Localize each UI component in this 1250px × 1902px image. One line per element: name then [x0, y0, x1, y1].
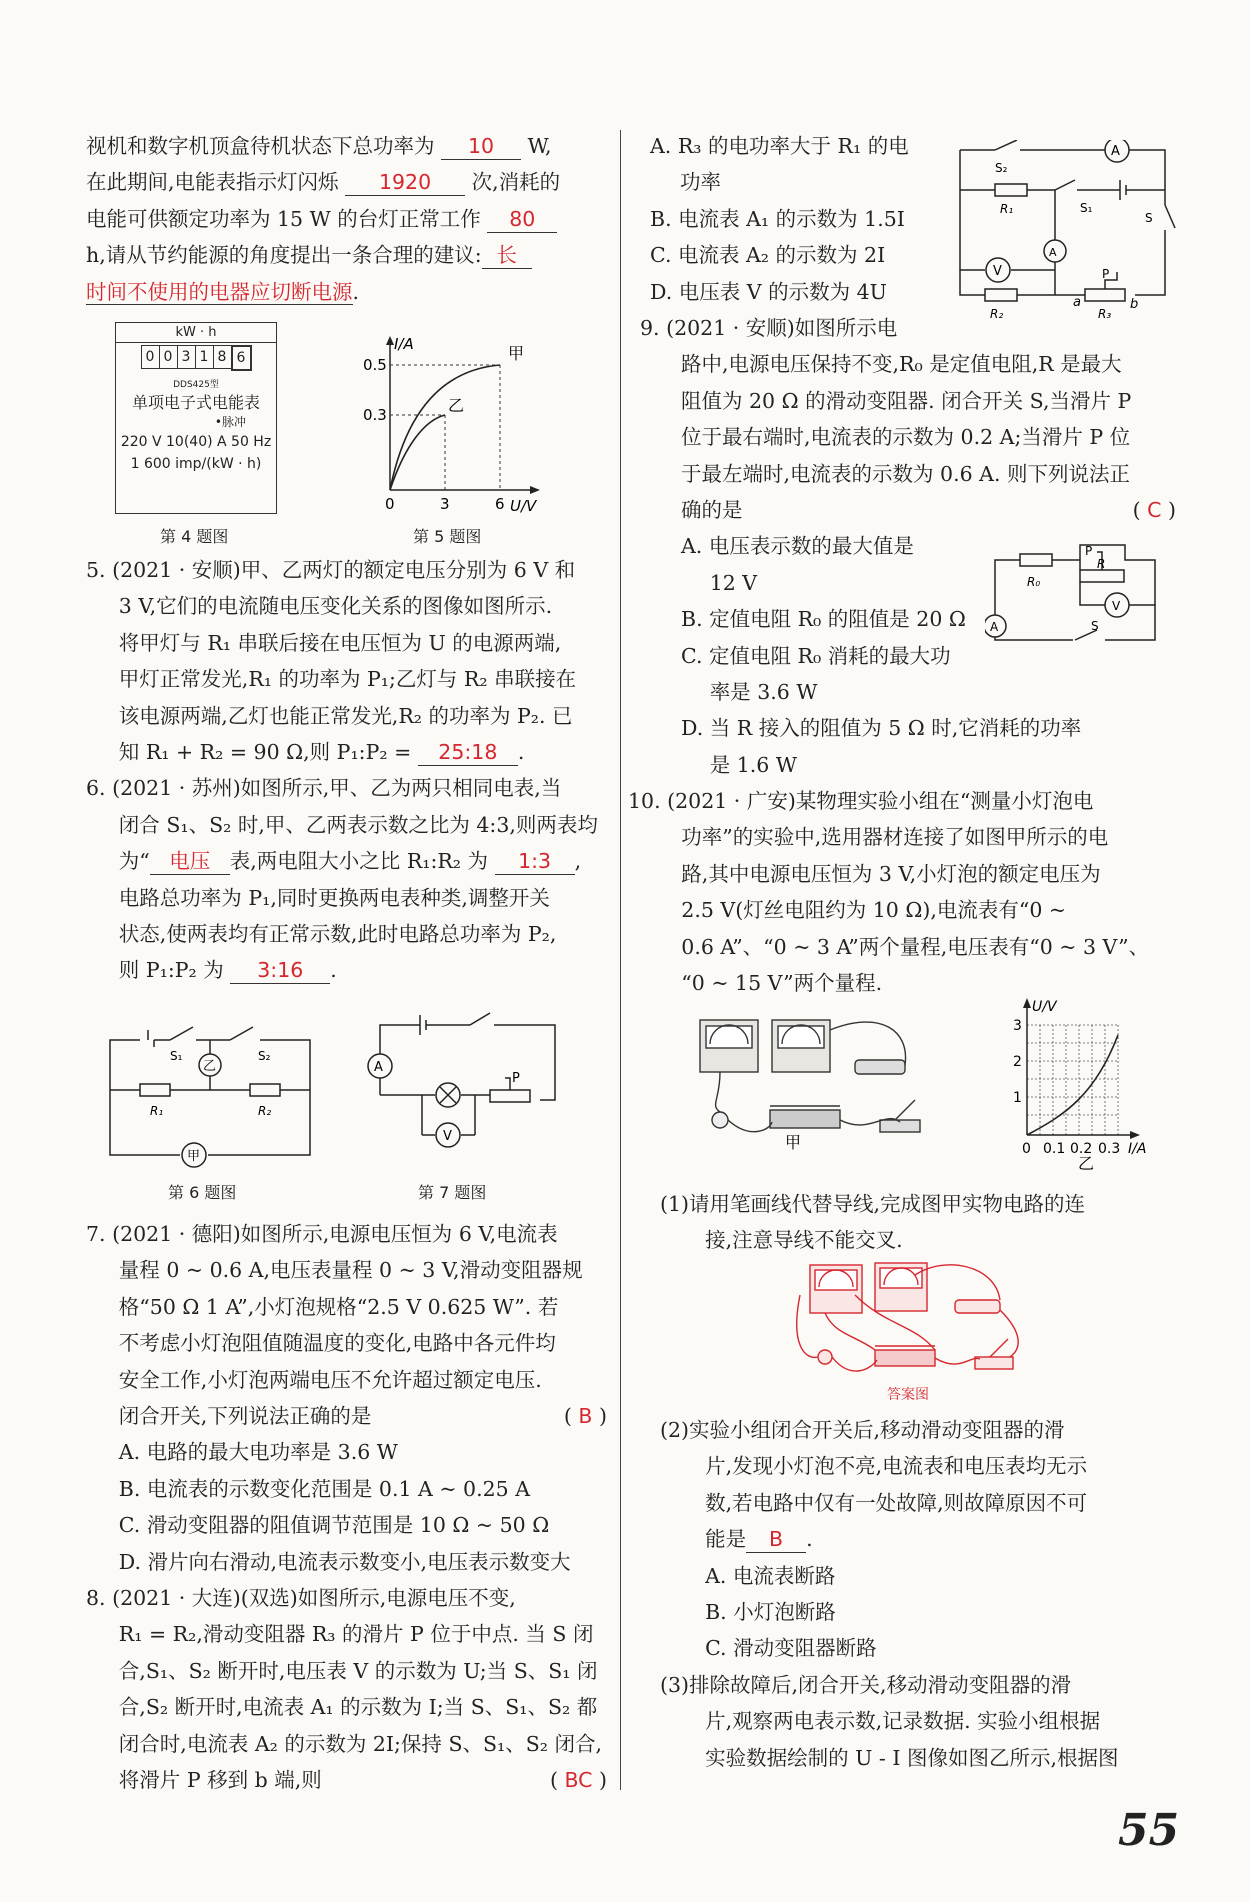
q8-line4: 合,S₂ 断开时,电流表 A₁ 的示数为 I;当 S、S₁、S₂ 都: [118, 1695, 598, 1720]
q5-line5: 该电源两端,乙灯也能正常发光,R₂ 的功率为 P₂. 已: [118, 703, 573, 728]
q4-answer-flashes: 1920: [345, 169, 465, 196]
q6-line2: 闭合 S₁、S₂ 时,甲、乙两表示数之比为 4:3,则两表均: [118, 812, 598, 837]
fig8-r3-label: R₃: [1098, 307, 1112, 321]
fig6-r1-label: R₁: [150, 1104, 164, 1118]
q10-sub2-line3: 数,若电路中仅有一处故障,则故障原因不可: [705, 1490, 1088, 1515]
left-column-q7-q8: [86, 1216, 611, 1799]
q10-graph-xtick: 0.3: [1098, 1141, 1121, 1157]
q7-line3: 格“50 Ω 1 A”,小灯泡规格“2.5 V 0.625 W”. 若: [118, 1294, 559, 1319]
q9-option-b: B. 定值电阻 R₀ 的阻值是 20 Ω: [681, 607, 966, 632]
q10-sub2-line1: (2)实验小组闭合开关后,移动滑动变阻器的滑: [660, 1418, 1065, 1442]
q4-answer-hours: 80: [487, 206, 557, 233]
fig9-r0-label: R₀: [1027, 575, 1041, 589]
q9-line1: 9. (2021 · 安顺)如图所示电: [640, 316, 898, 340]
fig8-b-label: b: [1130, 297, 1139, 312]
fig6-s2-label: S₂: [258, 1049, 271, 1063]
q7-line4: 不考虑小灯泡阻值随温度的变化,电路中各元件均: [118, 1331, 556, 1356]
fig9-r-label: R: [1097, 557, 1106, 571]
q7-line6: 闭合开关,下列说法正确的是 ( B ): [86, 1398, 611, 1434]
q7-option-b: B. 电流表的示数变化范围是 0.1 A ~ 0.25 A: [118, 1476, 531, 1501]
fig8-p-label: P: [1102, 267, 1110, 281]
q4-answer-suggestion-part1: 长: [482, 242, 532, 269]
q10-graph-ylabel: U/V: [1032, 999, 1057, 1015]
q4-line5: 时间不使用的电器应切断电源.: [86, 279, 360, 304]
q10-sub1-line2: 接,注意导线不能交叉.: [705, 1228, 903, 1253]
fig6-caption: 第 6 题图: [168, 1183, 237, 1202]
fig8-circuit: [955, 140, 1180, 330]
fig7-meter-a: A: [374, 1060, 383, 1075]
left-column-q5-q6: [86, 552, 611, 989]
q8-line1: 8. (2021 · 大连)(双选)如图所示,电源电压不变,: [86, 1586, 516, 1611]
q10-line2: 功率”的实验中,选用器材连接了如图甲所示的电: [681, 825, 1109, 850]
fig5-ytick: 0.3: [363, 406, 387, 424]
q10-sub3-line2: 片,观察两电表示数,记录数据. 实验小组根据: [705, 1709, 1101, 1734]
q7-answer: ( B ): [563, 1404, 607, 1429]
fig8-meter-a: A: [1111, 144, 1120, 159]
q10-sub1-line1: (1)请用笔画线代替导线,完成图甲实物电路的连: [660, 1192, 1086, 1216]
q10-line1: 10. (2021 · 广安)某物理实验小组在“测量小灯泡电: [628, 789, 1094, 813]
q10-fig-a-label: 甲: [785, 1133, 802, 1152]
q10-sub2-line4: 能是 B .: [705, 1527, 813, 1552]
q8-option-d: D. 电压表 V 的示数为 4U: [650, 279, 887, 304]
q10-line4: 2.5 V(灯丝电阻约为 10 Ω),电流表有“0 ~: [681, 898, 1067, 923]
fig5-xtick: 3: [440, 495, 450, 513]
fig6-meter-b: 乙: [203, 1059, 217, 1074]
fig4-rating: 220 V 10(40) A 50 Hz: [120, 434, 272, 450]
left-column: [86, 128, 611, 310]
fig4-energy-meter: [115, 322, 277, 514]
fig8-s-label: S: [1145, 211, 1153, 225]
q10-answer-figure: [795, 1255, 1035, 1405]
q6-line1: 6. (2021 · 苏州)如图所示,甲、乙为两只相同电表,当: [86, 776, 562, 801]
q10-sub1: [660, 1186, 1200, 1259]
q5-line2: 3 V,它们的电流随电压变化关系的图像如图所示.: [118, 594, 553, 619]
fig5-series-label: 乙: [448, 396, 465, 415]
fig8-a-label: a: [1073, 295, 1081, 310]
fig4-name: 单项电子式电能表: [131, 393, 260, 412]
q5-line4: 甲灯正常发光,R₁ 的功率为 P₁;乙灯与 R₂ 串联接在: [118, 667, 577, 692]
q10-sub3-line3: 实验数据绘制的 U - I 图像如图乙所示,根据图: [705, 1745, 1119, 1770]
fig4-digit: 0: [141, 345, 160, 369]
q10-sub3-line1: (3)排除故障后,闭合开关,移动滑动变阻器的滑: [660, 1672, 1072, 1697]
fig4-digit: 6: [231, 345, 252, 371]
q10-fig-b-label: 乙: [1078, 1154, 1095, 1170]
fig7-circuit: [360, 1010, 575, 1175]
q10-sub2-option-b: B. 小灯泡断路: [705, 1600, 836, 1625]
q5-line6: 知 R₁ + R₂ = 90 Ω,则 P₁:P₂ = 25:18 .: [118, 740, 525, 765]
fig8-meter-a1: A: [1049, 246, 1057, 259]
fig9-meter-a: A: [990, 620, 999, 634]
fig4-digit: 1: [195, 345, 214, 369]
q10-sub2-answer: B: [746, 1526, 806, 1553]
q4-line2: 在此期间,电能表指示灯闪烁 1920 次,消耗的: [86, 170, 561, 195]
q8-option-c: C. 电流表 A₂ 的示数为 2I: [650, 243, 886, 268]
q8-option-b: B. 电流表 A₁ 的示数为 1.5I: [650, 206, 905, 231]
fig6-circuit: [100, 1015, 320, 1180]
q6-answer-ratio: 1:3: [495, 848, 575, 875]
page-number: 55: [1118, 1805, 1180, 1856]
fig7-caption: 第 7 题图: [418, 1183, 487, 1202]
q10-graph-xlabel: I/A: [1128, 1141, 1147, 1157]
fig4-model: DDS425型: [173, 380, 219, 390]
q9-option-c: C. 定值电阻 R₀ 消耗的最大功: [681, 643, 951, 668]
q10-physical-circuit-fig: [680, 1010, 960, 1160]
q8-line3: 合,S₁、S₂ 断开时,电压表 V 的示数为 U;当 S、S₁ 闭: [118, 1658, 598, 1683]
fig4-digit: 3: [177, 345, 196, 369]
q9-answer: ( C ): [1132, 498, 1176, 523]
fig4-unit: kW · h: [116, 323, 276, 343]
q7-line1: 7. (2021 · 德阳)如图所示,电源电压恒为 6 V,电流表: [86, 1222, 558, 1246]
fig6-r2-label: R₂: [258, 1104, 272, 1118]
q7-option-d: D. 滑片向右滑动,电流表示数变小,电压表示数变大: [118, 1549, 571, 1574]
q9-option-d: D. 当 R 接入的阻值为 5 Ω 时,它消耗的功率: [681, 716, 1082, 741]
q10-graph-ytick: 2: [1013, 1054, 1022, 1070]
q10-line5: 0.6 A”、“0 ~ 3 A”两个量程,电压表有“0 ~ 3 V”、: [681, 934, 1150, 959]
q10-graph-ytick: 3: [1013, 1018, 1022, 1034]
q7-line5: 安全工作,小灯泡两端电压不允许超过额定电压.: [118, 1367, 542, 1392]
q10-sub2-sub3: [660, 1412, 1200, 1776]
q7-option-a: A. 电路的最大电功率是 3.6 W: [118, 1440, 398, 1465]
q10-graph-xtick: 0.1: [1043, 1141, 1066, 1157]
fig4-digit: 8: [213, 345, 232, 369]
fig4-caption: 第 4 题图: [160, 527, 229, 546]
q10-graph-ytick: 1: [1013, 1090, 1022, 1106]
fig8-s1-label: S₁: [1080, 201, 1093, 215]
fig4-digits: [116, 345, 276, 371]
fig9-s-label: S: [1091, 619, 1099, 633]
fig5-iu-graph: [360, 335, 550, 520]
fig4-digit: 0: [159, 345, 178, 369]
q6-answer-meter-type: 电压: [150, 848, 230, 875]
fig8-r1-label: R₁: [1000, 202, 1014, 216]
fig6-s1-label: S₁: [170, 1049, 183, 1063]
fig7-meter-v: V: [443, 1129, 452, 1144]
fig5-ytick: 0.5: [363, 356, 387, 374]
q9-line6: 确的是 ( C ): [640, 492, 1180, 528]
fig8-s2-label: S₂: [995, 161, 1008, 175]
fig8-r2-label: R₂: [990, 307, 1004, 321]
q6-line5: 状态,使两表均有正常示数,此时电路总功率为 P₂,: [118, 922, 557, 947]
q4-line1: 视机和数字机顶盒待机状态下总功率为 10 W,: [86, 134, 552, 158]
q4-answer-suggestion-part2: 时间不使用的电器应切断电源: [86, 279, 353, 304]
q8-line5: 闭合时,电流表 A₂ 的示数为 2I;保持 S、S₁、S₂ 闭合,: [118, 1731, 603, 1756]
q5-line1: 5. (2021 · 安顺)甲、乙两灯的额定电压分别为 6 V 和: [86, 558, 576, 582]
q8-line2: R₁ = R₂,滑动变阻器 R₃ 的滑片 P 位于中点. 当 S 闭: [118, 1622, 594, 1647]
q10-line6: “0 ~ 15 V”两个量程.: [681, 971, 883, 996]
q10-line3: 路,其中电源电压恒为 3 V,小灯泡的额定电压为: [681, 861, 1101, 886]
q9-line5: 于最左端时,电流表的示数为 0.6 A. 则下列说法正: [681, 461, 1130, 486]
q4-line3: 电能可供额定功率为 15 W 的台灯正常工作 80: [86, 201, 611, 237]
q10-sub2-option-c: C. 滑动变阻器断路: [705, 1636, 877, 1661]
q9-option-d-cont: 是 1.6 W: [709, 752, 797, 777]
q10-sub2-line2: 片,发现小灯泡不亮,电流表和电压表均无示: [705, 1454, 1088, 1479]
q9-option-c-cont: 率是 3.6 W: [709, 680, 818, 705]
q8-line6: 将滑片 P 移到 b 端,则 ( BC ): [86, 1762, 611, 1798]
fig5-series-label: 甲: [508, 344, 525, 363]
q8-option-a: A. R₃ 的电功率大于 R₁ 的电: [650, 134, 909, 158]
q9-option-a: A. 电压表示数的最大值是: [681, 534, 914, 559]
q9-line4: 位于最右端时,电流表的示数为 0.2 A;当滑片 P 位: [681, 425, 1131, 450]
column-divider: [620, 130, 621, 1790]
fig5-xtick: 0: [385, 495, 395, 513]
fig6-meter-a: 甲: [187, 1149, 201, 1164]
fig9-p-label: P: [1085, 544, 1093, 558]
q10-sub2-option-a: A. 电流表断路: [705, 1563, 836, 1588]
fig5-xlabel: U/V: [510, 497, 537, 515]
q10-answer-figure-caption: 答案图: [887, 1387, 929, 1403]
q6-answer-power-ratio: 3:16: [230, 957, 330, 984]
q6-line6: 则 P₁:P₂ 为 3:16 .: [118, 958, 337, 983]
fig9-circuit: [985, 540, 1175, 660]
q9-line2: 路中,电源电压保持不变,R₀ 是定值电阻,R 是最大: [681, 352, 1122, 377]
q8-answer: ( BC ): [549, 1768, 607, 1793]
q5-line3: 将甲灯与 R₁ 串联后接在电压恒为 U 的电源两端,: [118, 630, 562, 655]
fig5-ylabel: I/A: [394, 335, 414, 353]
q7-option-c: C. 滑动变阻器的阻值调节范围是 10 Ω ~ 50 Ω: [118, 1513, 550, 1538]
q10-ui-graph: [1010, 995, 1170, 1170]
q8-option-a-cont: 功率: [680, 170, 721, 195]
q9-line3: 阻值为 20 Ω 的滑动变阻器. 闭合开关 S,当滑片 P: [681, 388, 1132, 413]
q6-line4: 电路总功率为 P₁,同时更换两电表种类,调整开关: [118, 885, 550, 910]
q4-line4: h,请从节约能源的角度提出一条合理的建议: 长: [86, 237, 611, 273]
fig9-meter-v: V: [1112, 599, 1121, 613]
fig4-pulse: •脉冲: [214, 415, 246, 429]
fig7-slider-p: P: [512, 1071, 520, 1086]
q9-option-a-cont: 12 V: [709, 570, 758, 595]
q6-line3: 为“ 电压 表,两电阻大小之比 R₁:R₂ 为 1:3 ,: [118, 849, 582, 874]
q7-line2: 量程 0 ~ 0.6 A,电压表量程 0 ~ 3 V,滑动变阻器规: [118, 1258, 583, 1283]
fig5-xtick: 6: [495, 495, 505, 513]
q10-graph-xtick: 0: [1022, 1141, 1031, 1157]
q10-graph-xtick: 0.2: [1070, 1141, 1093, 1157]
fig5-caption: 第 5 题图: [413, 527, 482, 546]
fig8-meter-v: V: [993, 264, 1002, 279]
q4-answer-power: 10: [441, 133, 521, 160]
q5-answer: 25:18: [418, 739, 518, 766]
right-column-q10: [628, 783, 1168, 1001]
fig4-imp: 1 600 imp/(kW · h): [130, 456, 262, 472]
